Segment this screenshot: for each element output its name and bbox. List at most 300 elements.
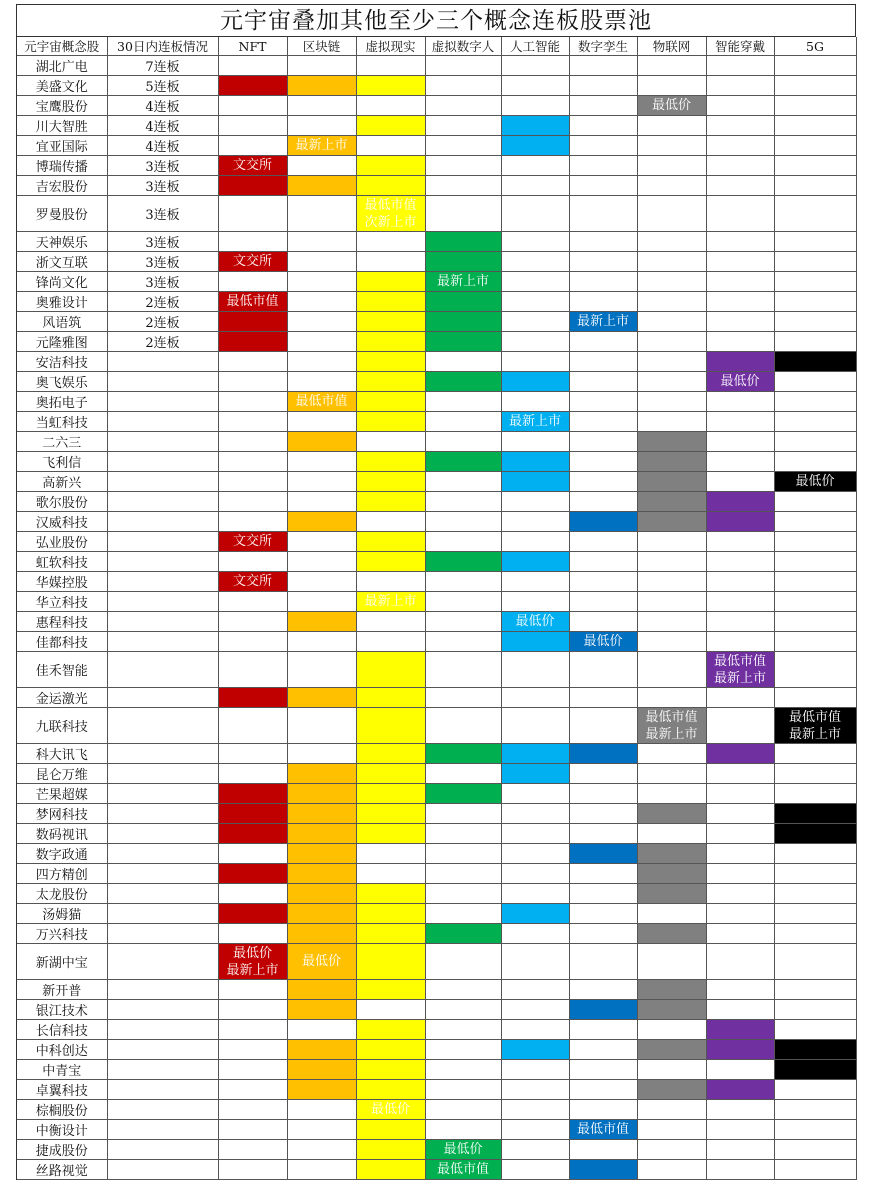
stock-name: 中青宝 [17, 1060, 107, 1080]
concept-cell [501, 864, 569, 884]
concept-cell [569, 472, 637, 492]
concept-cell [706, 652, 774, 688]
concept-cell [425, 156, 501, 176]
concept-tag: 最新上市 [364, 594, 417, 609]
concept-cell [637, 116, 706, 136]
concept-cell [218, 1140, 287, 1160]
concept-cell [425, 572, 501, 592]
concept-cell [425, 1020, 501, 1040]
concept-cell [218, 708, 287, 744]
concept-cell [774, 844, 856, 864]
concept-cell [218, 572, 287, 592]
stock-table [17, 37, 857, 1180]
concept-cell [501, 312, 569, 332]
concept-cell [569, 708, 637, 744]
table-row [17, 552, 856, 572]
concept-cell [569, 944, 637, 980]
concept-cell [425, 552, 501, 572]
concept-cell [356, 252, 425, 272]
concept-cell [706, 56, 774, 76]
concept-cell [774, 980, 856, 1000]
concept-cell [569, 332, 637, 352]
concept-cell [569, 512, 637, 532]
col-header-digital-human: 虚拟数字人 [425, 37, 501, 56]
stock-name: 昆仑万维 [17, 764, 107, 784]
concept-cell [706, 136, 774, 156]
concept-cell [425, 1040, 501, 1060]
concept-cell [501, 512, 569, 532]
concept-cell [287, 292, 356, 312]
concept-tag: 最低市值 [226, 294, 279, 309]
concept-cell [637, 392, 706, 412]
concept-cell [706, 432, 774, 452]
concept-cell [218, 352, 287, 372]
concept-cell [706, 116, 774, 136]
concept-cell [637, 232, 706, 252]
streak-count [107, 492, 218, 512]
concept-cell [287, 196, 356, 232]
concept-cell [218, 844, 287, 864]
concept-cell [774, 352, 856, 372]
concept-cell [218, 1000, 287, 1020]
concept-cell [501, 708, 569, 744]
concept-cell [774, 688, 856, 708]
table-row [17, 56, 856, 76]
concept-cell [706, 784, 774, 804]
streak-count [107, 944, 218, 980]
concept-cell [569, 552, 637, 572]
concept-cell [218, 612, 287, 632]
concept-cell [569, 1120, 637, 1140]
stock-name: 中科创达 [17, 1040, 107, 1060]
concept-cell [425, 232, 501, 252]
concept-cell [287, 372, 356, 392]
concept-tag: 最低价 [443, 1142, 483, 1157]
concept-cell [356, 532, 425, 552]
col-header-stock: 元宇宙概念股 [17, 37, 107, 56]
concept-cell [569, 688, 637, 708]
concept-cell [501, 532, 569, 552]
concept-cell [218, 432, 287, 452]
concept-cell [569, 824, 637, 844]
concept-cell [218, 688, 287, 708]
stock-name: 歌尔股份 [17, 492, 107, 512]
header-row [17, 37, 856, 56]
concept-cell [356, 572, 425, 592]
concept-cell [774, 452, 856, 472]
concept-cell [569, 136, 637, 156]
col-header-iot: 物联网 [637, 37, 706, 56]
stock-name: 长信科技 [17, 1020, 107, 1040]
table-row [17, 572, 856, 592]
concept-cell [774, 156, 856, 176]
col-header-ai: 人工智能 [501, 37, 569, 56]
concept-cell [356, 452, 425, 472]
streak-count [107, 512, 218, 532]
table-row [17, 764, 856, 784]
streak-count [107, 532, 218, 552]
stock-name: 美盛文化 [17, 76, 107, 96]
concept-cell [287, 176, 356, 196]
concept-cell [501, 612, 569, 632]
concept-cell [287, 980, 356, 1000]
concept-cell [287, 572, 356, 592]
concept-cell [637, 272, 706, 292]
streak-count [107, 1140, 218, 1160]
concept-cell [501, 1100, 569, 1120]
stock-name: 锋尚文化 [17, 272, 107, 292]
concept-cell [501, 552, 569, 572]
concept-tag: 最低市值 [364, 197, 417, 213]
concept-cell [356, 76, 425, 96]
streak-count [107, 1100, 218, 1120]
concept-tag: 文交所 [232, 534, 272, 549]
concept-cell [287, 632, 356, 652]
concept-cell [425, 980, 501, 1000]
stock-name: 佳禾智能 [17, 652, 107, 688]
concept-tag: 最低价 [651, 98, 691, 113]
concept-tag: 最低市值 [645, 709, 698, 725]
concept-cell [774, 136, 856, 156]
stock-name: 虹软科技 [17, 552, 107, 572]
concept-cell [287, 136, 356, 156]
concept-cell [706, 492, 774, 512]
concept-cell [425, 744, 501, 764]
concept-cell [425, 632, 501, 652]
concept-cell [218, 116, 287, 136]
concept-cell [218, 980, 287, 1000]
concept-tag: 最新上市 [508, 414, 561, 429]
concept-cell [637, 432, 706, 452]
concept-cell [287, 492, 356, 512]
concept-cell [706, 980, 774, 1000]
concept-cell [569, 452, 637, 472]
concept-cell [218, 592, 287, 612]
concept-cell [501, 844, 569, 864]
concept-cell [637, 612, 706, 632]
concept-cell [501, 136, 569, 156]
streak-count [107, 844, 218, 864]
concept-cell [706, 688, 774, 708]
concept-cell [425, 1080, 501, 1100]
stock-name: 四方精创 [17, 864, 107, 884]
concept-cell [569, 1020, 637, 1040]
concept-cell [774, 784, 856, 804]
streak-count [107, 784, 218, 804]
concept-cell [569, 884, 637, 904]
table-row [17, 116, 856, 136]
concept-cell [706, 272, 774, 292]
concept-cell [425, 512, 501, 532]
concept-cell [637, 1000, 706, 1020]
concept-cell [356, 784, 425, 804]
concept-cell [774, 1100, 856, 1120]
table-row [17, 980, 856, 1000]
concept-cell [218, 312, 287, 332]
concept-cell [774, 924, 856, 944]
concept-cell [218, 136, 287, 156]
streak-count: 3连板 [107, 176, 218, 196]
table-row [17, 156, 856, 176]
concept-cell [706, 1000, 774, 1020]
table-body [17, 56, 856, 1180]
stock-name: 科大讯飞 [17, 744, 107, 764]
concept-cell [637, 864, 706, 884]
concept-cell [501, 176, 569, 196]
concept-cell [218, 156, 287, 176]
concept-cell [218, 332, 287, 352]
concept-cell [501, 592, 569, 612]
concept-cell [218, 652, 287, 688]
concept-cell [706, 372, 774, 392]
concept-cell [218, 96, 287, 116]
table-row [17, 784, 856, 804]
concept-cell [706, 1020, 774, 1040]
table-row [17, 1000, 856, 1020]
concept-cell [425, 176, 501, 196]
streak-count: 7连板 [107, 56, 218, 76]
streak-count [107, 392, 218, 412]
concept-cell [706, 196, 774, 232]
concept-cell [356, 292, 425, 312]
concept-cell [774, 96, 856, 116]
stock-name: 卓翼科技 [17, 1080, 107, 1100]
concept-cell [569, 1140, 637, 1160]
concept-cell [706, 232, 774, 252]
concept-cell [218, 272, 287, 292]
concept-cell [356, 944, 425, 980]
concept-cell [569, 572, 637, 592]
concept-cell [425, 252, 501, 272]
concept-cell [706, 708, 774, 744]
concept-cell [218, 864, 287, 884]
concept-cell [569, 764, 637, 784]
stock-name: 惠程科技 [17, 612, 107, 632]
concept-cell [287, 56, 356, 76]
streak-count [107, 372, 218, 392]
concept-cell [218, 632, 287, 652]
concept-cell [218, 196, 287, 232]
concept-cell [637, 332, 706, 352]
concept-cell [774, 1000, 856, 1020]
concept-cell [287, 232, 356, 252]
stock-name: 川大智胜 [17, 116, 107, 136]
concept-cell [637, 744, 706, 764]
concept-cell [706, 804, 774, 824]
concept-cell [774, 56, 856, 76]
concept-cell [287, 1000, 356, 1020]
concept-cell [501, 804, 569, 824]
concept-cell [569, 652, 637, 688]
concept-cell [569, 432, 637, 452]
table-row [17, 352, 856, 372]
concept-cell [218, 76, 287, 96]
concept-cell [569, 612, 637, 632]
concept-cell [569, 784, 637, 804]
concept-cell [425, 804, 501, 824]
concept-tag: 最新上市 [226, 962, 279, 978]
concept-cell [706, 1120, 774, 1140]
concept-cell [774, 332, 856, 352]
concept-cell [774, 1060, 856, 1080]
table-row [17, 136, 856, 156]
concept-cell [218, 1100, 287, 1120]
concept-cell [569, 352, 637, 372]
concept-cell [706, 924, 774, 944]
table-row [17, 176, 856, 196]
streak-count [107, 764, 218, 784]
concept-cell [637, 824, 706, 844]
concept-cell [569, 176, 637, 196]
concept-cell [501, 252, 569, 272]
stock-name: 安洁科技 [17, 352, 107, 372]
concept-cell [425, 764, 501, 784]
concept-cell [425, 688, 501, 708]
table-row [17, 196, 856, 232]
concept-cell [425, 824, 501, 844]
concept-cell [425, 1100, 501, 1120]
concept-cell [501, 492, 569, 512]
concept-cell [356, 592, 425, 612]
streak-count [107, 1000, 218, 1020]
concept-cell [356, 824, 425, 844]
page-title: 元宇宙叠加其他至少三个概念连板股票池 [17, 5, 856, 37]
concept-cell [287, 1140, 356, 1160]
concept-cell [425, 884, 501, 904]
concept-cell [637, 844, 706, 864]
streak-count [107, 1020, 218, 1040]
concept-cell [218, 56, 287, 76]
concept-cell [774, 632, 856, 652]
concept-cell [569, 804, 637, 824]
concept-cell [287, 708, 356, 744]
concept-cell [287, 272, 356, 292]
concept-cell [501, 272, 569, 292]
concept-cell [425, 1120, 501, 1140]
concept-cell [706, 176, 774, 196]
concept-cell [356, 116, 425, 136]
concept-cell [425, 392, 501, 412]
concept-cell [356, 1060, 425, 1080]
streak-count [107, 1060, 218, 1080]
concept-cell [218, 492, 287, 512]
concept-cell [774, 804, 856, 824]
concept-cell [356, 156, 425, 176]
concept-cell [569, 1000, 637, 1020]
concept-cell [774, 472, 856, 492]
concept-cell [287, 864, 356, 884]
concept-cell [356, 136, 425, 156]
concept-cell [356, 924, 425, 944]
table-row [17, 472, 856, 492]
concept-cell [356, 1020, 425, 1040]
concept-tag: 最低价 [301, 954, 341, 969]
streak-count [107, 352, 218, 372]
streak-count: 2连板 [107, 332, 218, 352]
table-row [17, 632, 856, 652]
concept-cell [706, 252, 774, 272]
concept-cell [569, 1080, 637, 1100]
concept-cell [356, 844, 425, 864]
concept-cell [218, 924, 287, 944]
concept-cell [501, 56, 569, 76]
concept-cell [774, 232, 856, 252]
concept-cell [287, 652, 356, 688]
stock-name: 芒果超媒 [17, 784, 107, 804]
concept-cell [569, 56, 637, 76]
concept-cell [637, 412, 706, 432]
concept-cell [287, 884, 356, 904]
concept-cell [287, 332, 356, 352]
concept-cell [774, 252, 856, 272]
concept-cell [637, 1120, 706, 1140]
concept-cell [706, 744, 774, 764]
concept-cell [637, 512, 706, 532]
concept-cell [356, 1100, 425, 1120]
concept-cell [425, 944, 501, 980]
stock-name: 汉威科技 [17, 512, 107, 532]
concept-cell [569, 904, 637, 924]
concept-cell [425, 652, 501, 688]
concept-cell [637, 56, 706, 76]
concept-cell [218, 452, 287, 472]
concept-cell [425, 904, 501, 924]
concept-cell [774, 532, 856, 552]
concept-cell [218, 944, 287, 980]
concept-cell [637, 1020, 706, 1040]
concept-cell [501, 332, 569, 352]
concept-cell [356, 652, 425, 688]
concept-cell [501, 884, 569, 904]
concept-tag: 最低市值 [788, 709, 841, 725]
concept-cell [774, 1120, 856, 1140]
streak-count [107, 632, 218, 652]
concept-cell [501, 372, 569, 392]
concept-cell [774, 392, 856, 412]
concept-cell [637, 924, 706, 944]
concept-cell [425, 592, 501, 612]
concept-cell [637, 352, 706, 372]
concept-cell [356, 1120, 425, 1140]
stock-name: 数码视讯 [17, 824, 107, 844]
concept-tag: 最新上市 [436, 274, 489, 289]
concept-cell [218, 764, 287, 784]
concept-cell [425, 924, 501, 944]
concept-cell [774, 944, 856, 980]
concept-cell [356, 232, 425, 252]
concept-cell [218, 512, 287, 532]
concept-cell [501, 96, 569, 116]
concept-cell [569, 980, 637, 1000]
concept-tag: 最低价 [232, 945, 272, 961]
table-row [17, 904, 856, 924]
concept-cell [569, 156, 637, 176]
concept-tag: 最低价 [583, 634, 623, 649]
concept-cell [218, 1160, 287, 1180]
concept-cell [637, 592, 706, 612]
stock-name: 弘业股份 [17, 532, 107, 552]
table-row [17, 452, 856, 472]
concept-cell [706, 884, 774, 904]
concept-cell [774, 176, 856, 196]
concept-cell [501, 1080, 569, 1100]
concept-cell [637, 1140, 706, 1160]
concept-cell [356, 372, 425, 392]
concept-cell [706, 412, 774, 432]
table-row [17, 612, 856, 632]
concept-cell [218, 552, 287, 572]
concept-cell [287, 1040, 356, 1060]
